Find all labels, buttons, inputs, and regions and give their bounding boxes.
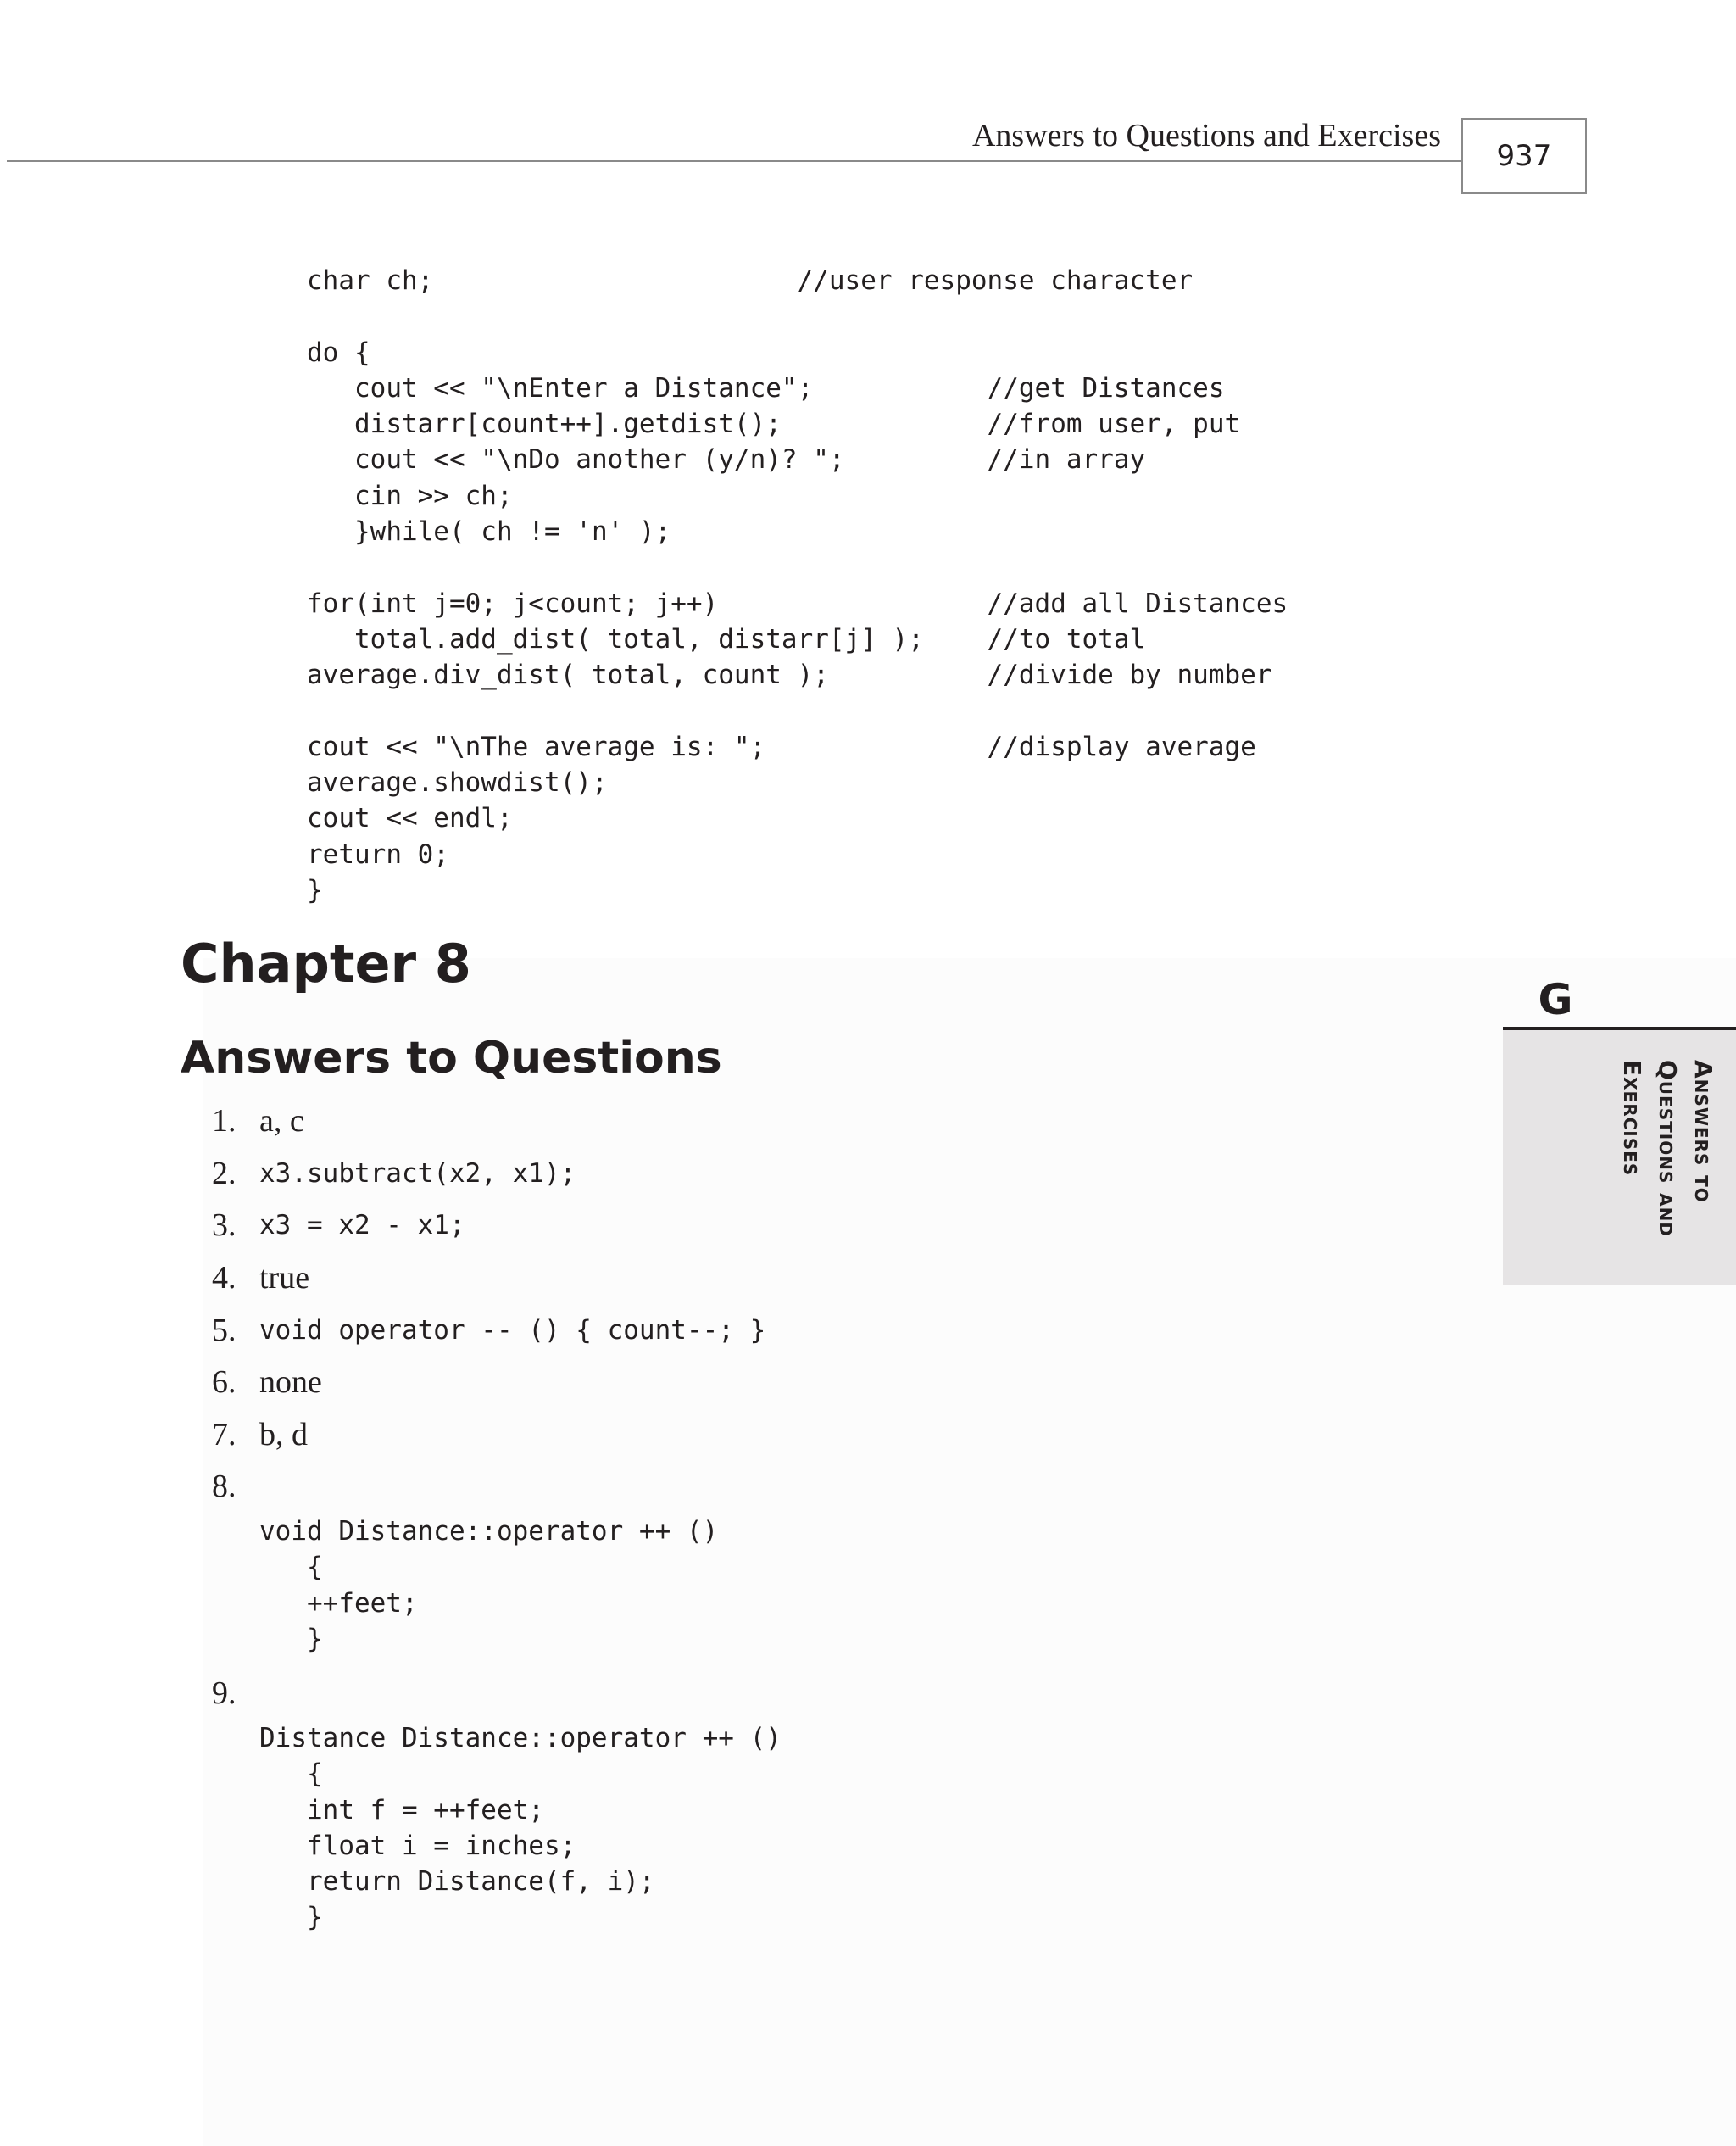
answer-code: x3.subtract(x2, x1);: [259, 1158, 576, 1189]
section-title: Answers to Questions: [181, 1033, 722, 1084]
answer-item-4: [212, 1257, 309, 1299]
answer-text: none: [259, 1364, 322, 1400]
answer-number: 5.: [212, 1313, 236, 1348]
answer-code: x3 = x2 - x1;: [259, 1210, 465, 1240]
answer-number: 7.: [212, 1417, 236, 1452]
answer-item-1: [212, 1100, 304, 1142]
answer-8-code: void Distance::operator ++ () { ++feet; }: [259, 1516, 719, 1654]
answer-text: b, d: [259, 1417, 308, 1452]
answer-number: 1.: [212, 1103, 236, 1139]
page-number: 937: [1461, 118, 1587, 194]
answer-text: true: [259, 1260, 310, 1296]
answer-number: 3.: [212, 1207, 236, 1243]
header-rule: [7, 160, 1461, 162]
answer-number: 4.: [212, 1260, 236, 1296]
answer-number: 9.: [212, 1675, 236, 1711]
answer-9-code: Distance Distance::operator ++ () { int f = ++feet; float i = inches; return Distance(f, i); }: [259, 1723, 782, 1933]
answer-item-5: [212, 1309, 765, 1352]
answer-item-8: [212, 1465, 259, 1508]
code-listing-top: char ch; //user response character do { cout << "\nEnter a Distance"; //get Distances distarr[count++].getdist(); //from user, put cout << "\nDo another (y/n)? "; //in array cin >> ch; }while( ch != 'n' ); for(int j=0; j<count; j++) //add all Distances total.add_dist( total, distarr[j] ); //to total average.div_dist( total, count ); //divide by number cout << "\nThe average is: "; //display average average.showdist(); cout << endl; return 0; }: [307, 265, 1288, 906]
answer-number: 6.: [212, 1364, 236, 1400]
answer-number: 8.: [212, 1469, 236, 1504]
appendix-tab-line-3: Exercises: [1618, 1060, 1646, 1177]
answer-item-7: [212, 1413, 308, 1456]
answer-item-9: [212, 1672, 259, 1714]
chapter-title: Chapter 8: [181, 933, 471, 995]
appendix-tab-line-2: Questions and: [1654, 1060, 1682, 1237]
answer-number: 2.: [212, 1156, 236, 1191]
answer-item-6: [212, 1361, 322, 1403]
running-head: Answers to Questions and Exercises: [971, 118, 1441, 153]
answer-code: void operator -- () { count--; }: [259, 1315, 766, 1346]
appendix-tab-line-1: Answers to: [1689, 1060, 1717, 1203]
appendix-tab-letter: G: [1538, 975, 1573, 1024]
answer-item-2: [212, 1152, 576, 1195]
answer-item-3: [212, 1204, 465, 1246]
appendix-tab-label: [1509, 1060, 1721, 1263]
answer-text: a, c: [259, 1103, 304, 1139]
